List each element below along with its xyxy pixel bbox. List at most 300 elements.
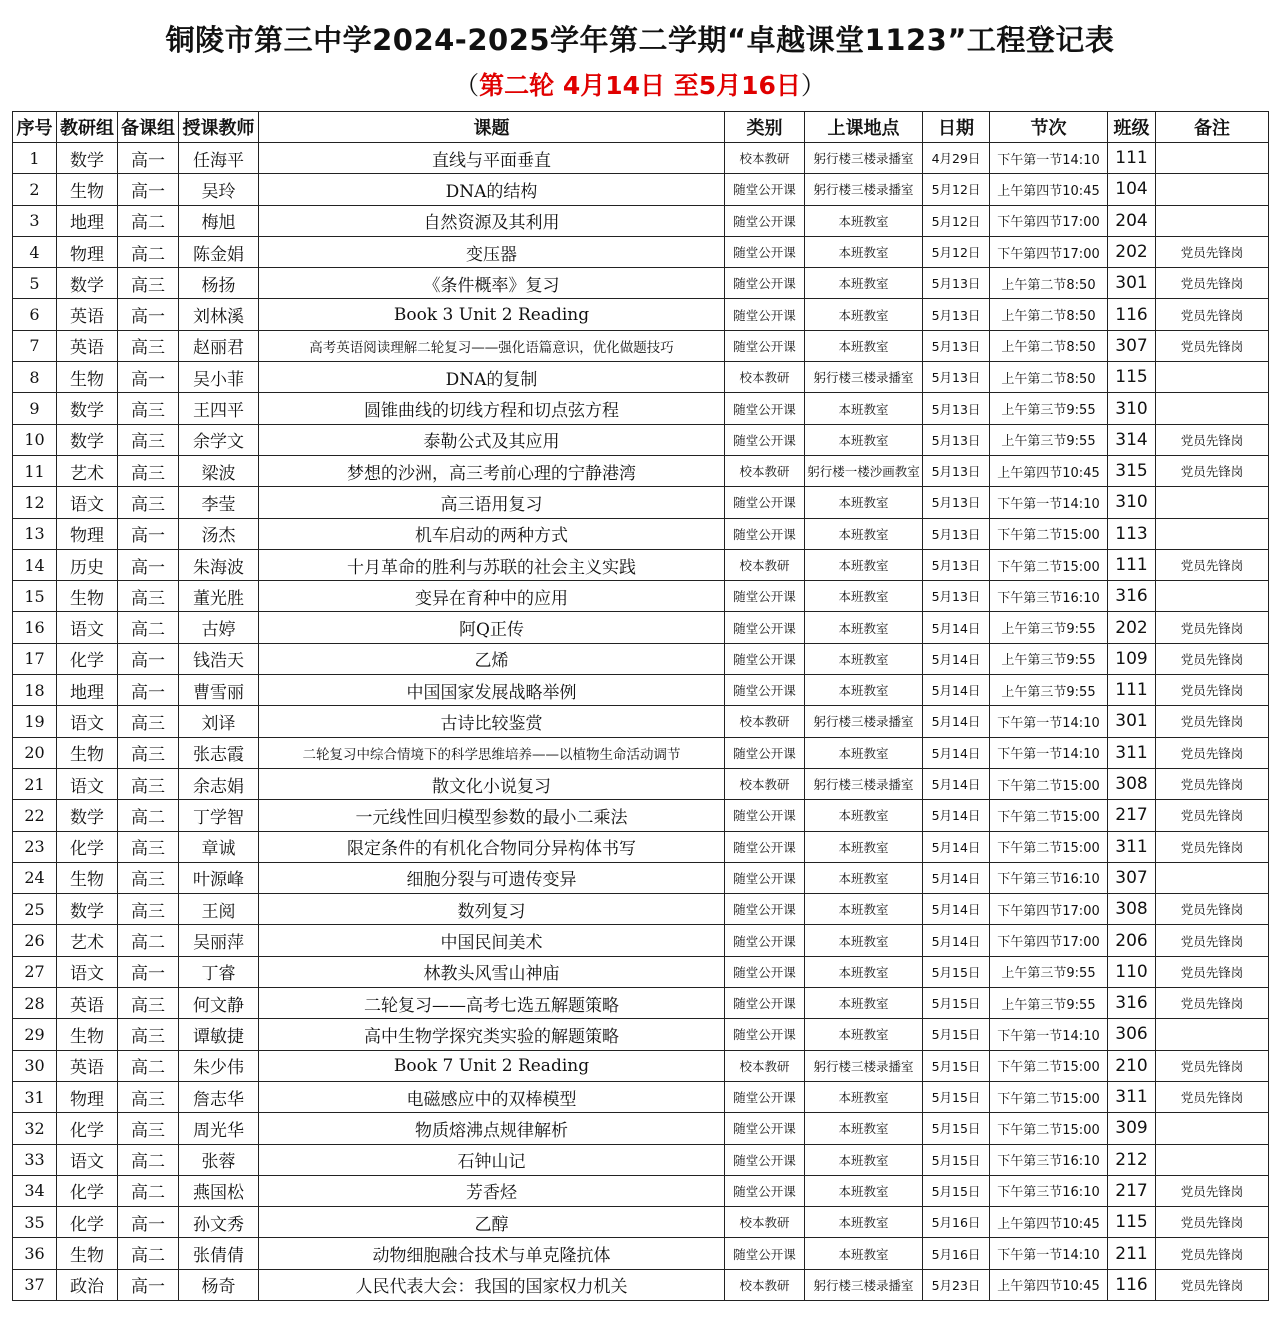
cell-period: 下午第一节14:10 <box>990 737 1108 768</box>
cell-topic: 自然资源及其利用 <box>259 205 725 236</box>
cell-place: 本班教室 <box>805 236 923 267</box>
cell-class: 116 <box>1108 299 1156 330</box>
cell-topic: 细胞分裂与可遗传变异 <box>259 862 725 893</box>
cell-period: 下午第四节17:00 <box>990 205 1108 236</box>
cell-period: 下午第二节15:00 <box>990 549 1108 580</box>
cell-class: 110 <box>1108 956 1156 987</box>
header-note: 备注 <box>1156 112 1269 143</box>
subtitle-close-paren: ） <box>800 71 826 100</box>
cell-topic: 林教头风雪山神庙 <box>259 956 725 987</box>
cell-teacher: 曹雪丽 <box>179 675 259 706</box>
cell-topic: 高中生物学探究类实验的解题策略 <box>259 1019 725 1050</box>
cell-no: 32 <box>13 1113 57 1144</box>
cell-date: 5月14日 <box>923 800 990 831</box>
cell-teacher: 古婷 <box>179 612 259 643</box>
cell-grade: 高三 <box>118 894 179 925</box>
cell-no: 10 <box>13 424 57 455</box>
cell-teacher: 钱浩天 <box>179 643 259 674</box>
cell-teacher: 杨奇 <box>179 1269 259 1300</box>
cell-topic: 圆锥曲线的切线方程和切点弦方程 <box>259 393 725 424</box>
cell-topic: 乙烯 <box>259 643 725 674</box>
cell-grade: 高二 <box>118 612 179 643</box>
cell-period: 下午第一节14:10 <box>990 487 1108 518</box>
cell-period: 上午第四节10:45 <box>990 455 1108 486</box>
cell-note <box>1156 518 1269 549</box>
cell-grade: 高一 <box>118 1207 179 1238</box>
cell-period: 下午第四节17:00 <box>990 236 1108 267</box>
cell-date: 5月13日 <box>923 299 990 330</box>
cell-type: 随堂公开课 <box>725 393 805 424</box>
cell-note: 党员先锋岗 <box>1156 1238 1269 1269</box>
cell-type: 随堂公开课 <box>725 518 805 549</box>
cell-group: 英语 <box>57 988 118 1019</box>
cell-period: 上午第三节9:55 <box>990 612 1108 643</box>
cell-grade: 高一 <box>118 1269 179 1300</box>
cell-teacher: 丁学智 <box>179 800 259 831</box>
cell-teacher: 梅旭 <box>179 205 259 236</box>
cell-date: 5月14日 <box>923 925 990 956</box>
cell-no: 11 <box>13 455 57 486</box>
cell-class: 316 <box>1108 581 1156 612</box>
cell-date: 5月14日 <box>923 831 990 862</box>
table-row <box>13 174 1269 205</box>
cell-class: 113 <box>1108 518 1156 549</box>
header-place: 上课地点 <box>805 112 923 143</box>
header-date: 日期 <box>923 112 990 143</box>
cell-place: 本班教室 <box>805 612 923 643</box>
cell-date: 5月13日 <box>923 455 990 486</box>
cell-no: 3 <box>13 205 57 236</box>
cell-class: 217 <box>1108 800 1156 831</box>
cell-period: 下午第三节16:10 <box>990 1144 1108 1175</box>
cell-teacher: 丁睿 <box>179 956 259 987</box>
cell-period: 上午第四节10:45 <box>990 174 1108 205</box>
cell-teacher: 燕国松 <box>179 1175 259 1206</box>
table-row <box>13 800 1269 831</box>
cell-period: 上午第三节9:55 <box>990 643 1108 674</box>
cell-place: 本班教室 <box>805 1175 923 1206</box>
cell-date: 5月13日 <box>923 362 990 393</box>
cell-group: 化学 <box>57 831 118 862</box>
cell-no: 28 <box>13 988 57 1019</box>
cell-type: 随堂公开课 <box>725 1144 805 1175</box>
cell-grade: 高一 <box>118 956 179 987</box>
cell-class: 308 <box>1108 894 1156 925</box>
cell-group: 语文 <box>57 612 118 643</box>
cell-class: 307 <box>1108 862 1156 893</box>
cell-type: 随堂公开课 <box>725 424 805 455</box>
cell-place: 躬行楼三楼录播室 <box>805 768 923 799</box>
cell-place: 躬行楼一楼沙画教室 <box>805 455 923 486</box>
cell-place: 本班教室 <box>805 1019 923 1050</box>
cell-place: 本班教室 <box>805 894 923 925</box>
table-row <box>13 894 1269 925</box>
cell-type: 随堂公开课 <box>725 581 805 612</box>
cell-type: 随堂公开课 <box>725 487 805 518</box>
cell-topic: DNA的结构 <box>259 174 725 205</box>
cell-no: 30 <box>13 1050 57 1081</box>
header-group: 教研组 <box>57 112 118 143</box>
cell-type: 校本教研 <box>725 1050 805 1081</box>
cell-place: 本班教室 <box>805 988 923 1019</box>
cell-type: 随堂公开课 <box>725 675 805 706</box>
cell-period: 下午第四节17:00 <box>990 894 1108 925</box>
cell-group: 艺术 <box>57 925 118 956</box>
cell-grade: 高三 <box>118 424 179 455</box>
table-row <box>13 612 1269 643</box>
cell-period: 上午第四节10:45 <box>990 1269 1108 1300</box>
cell-no: 37 <box>13 1269 57 1300</box>
cell-topic: 芳香烃 <box>259 1175 725 1206</box>
cell-grade: 高二 <box>118 1050 179 1081</box>
cell-type: 校本教研 <box>725 455 805 486</box>
table-row <box>13 424 1269 455</box>
cell-class: 311 <box>1108 737 1156 768</box>
cell-period: 上午第三节9:55 <box>990 675 1108 706</box>
cell-period: 上午第二节8:50 <box>990 330 1108 361</box>
cell-class: 310 <box>1108 487 1156 518</box>
cell-group: 数学 <box>57 393 118 424</box>
cell-date: 5月12日 <box>923 236 990 267</box>
cell-date: 5月12日 <box>923 205 990 236</box>
cell-teacher: 王阅 <box>179 894 259 925</box>
cell-group: 生物 <box>57 862 118 893</box>
cell-note <box>1156 1144 1269 1175</box>
table-row <box>13 455 1269 486</box>
cell-date: 5月15日 <box>923 1081 990 1112</box>
header-class: 班级 <box>1108 112 1156 143</box>
cell-type: 随堂公开课 <box>725 268 805 299</box>
table-row <box>13 1113 1269 1144</box>
cell-grade: 高三 <box>118 268 179 299</box>
table-row <box>13 143 1269 174</box>
cell-teacher: 刘译 <box>179 706 259 737</box>
cell-class: 206 <box>1108 925 1156 956</box>
table-row <box>13 988 1269 1019</box>
table-row <box>13 1207 1269 1238</box>
cell-topic: 中国国家发展战略举例 <box>259 675 725 706</box>
cell-group: 数学 <box>57 894 118 925</box>
cell-no: 12 <box>13 487 57 518</box>
cell-type: 随堂公开课 <box>725 1113 805 1144</box>
cell-period: 下午第三节16:10 <box>990 862 1108 893</box>
cell-period: 上午第三节9:55 <box>990 393 1108 424</box>
table-row <box>13 518 1269 549</box>
cell-note <box>1156 862 1269 893</box>
cell-note <box>1156 1019 1269 1050</box>
cell-period: 下午第二节15:00 <box>990 1081 1108 1112</box>
cell-grade: 高二 <box>118 800 179 831</box>
cell-place: 本班教室 <box>805 925 923 956</box>
cell-grade: 高一 <box>118 518 179 549</box>
table-row <box>13 581 1269 612</box>
cell-grade: 高二 <box>118 236 179 267</box>
cell-place: 本班教室 <box>805 518 923 549</box>
cell-group: 化学 <box>57 643 118 674</box>
cell-note: 党员先锋岗 <box>1156 549 1269 580</box>
cell-topic: 二轮复习——高考七选五解题策略 <box>259 988 725 1019</box>
cell-note <box>1156 205 1269 236</box>
cell-topic: 高考英语阅读理解二轮复习——强化语篇意识，优化做题技巧 <box>259 330 725 361</box>
table-row <box>13 393 1269 424</box>
cell-teacher: 余学文 <box>179 424 259 455</box>
cell-teacher: 任海平 <box>179 143 259 174</box>
cell-teacher: 吴小菲 <box>179 362 259 393</box>
cell-class: 310 <box>1108 393 1156 424</box>
cell-note: 党员先锋岗 <box>1156 768 1269 799</box>
cell-place: 本班教室 <box>805 393 923 424</box>
cell-grade: 高一 <box>118 362 179 393</box>
cell-type: 随堂公开课 <box>725 925 805 956</box>
table-row <box>13 549 1269 580</box>
cell-topic: 数列复习 <box>259 894 725 925</box>
cell-no: 23 <box>13 831 57 862</box>
cell-type: 随堂公开课 <box>725 1175 805 1206</box>
table-row <box>13 768 1269 799</box>
cell-teacher: 孙文秀 <box>179 1207 259 1238</box>
cell-grade: 高二 <box>118 205 179 236</box>
cell-period: 下午第一节14:10 <box>990 1019 1108 1050</box>
cell-class: 212 <box>1108 1144 1156 1175</box>
cell-place: 本班教室 <box>805 487 923 518</box>
cell-teacher: 刘林溪 <box>179 299 259 330</box>
table-row <box>13 675 1269 706</box>
cell-type: 随堂公开课 <box>725 1081 805 1112</box>
cell-class: 211 <box>1108 1238 1156 1269</box>
cell-grade: 高三 <box>118 706 179 737</box>
cell-group: 物理 <box>57 236 118 267</box>
header-teacher: 授课教师 <box>179 112 259 143</box>
cell-grade: 高二 <box>118 1144 179 1175</box>
cell-class: 202 <box>1108 612 1156 643</box>
cell-no: 24 <box>13 862 57 893</box>
cell-period: 下午第二节15:00 <box>990 800 1108 831</box>
cell-place: 本班教室 <box>805 330 923 361</box>
cell-class: 210 <box>1108 1050 1156 1081</box>
cell-no: 14 <box>13 549 57 580</box>
cell-group: 物理 <box>57 1081 118 1112</box>
cell-teacher: 赵丽君 <box>179 330 259 361</box>
cell-no: 21 <box>13 768 57 799</box>
cell-date: 5月16日 <box>923 1207 990 1238</box>
cell-class: 202 <box>1108 236 1156 267</box>
cell-date: 5月14日 <box>923 768 990 799</box>
cell-topic: 中国民间美术 <box>259 925 725 956</box>
cell-topic: 石钟山记 <box>259 1144 725 1175</box>
cell-note: 党员先锋岗 <box>1156 706 1269 737</box>
cell-place: 本班教室 <box>805 1081 923 1112</box>
cell-class: 316 <box>1108 988 1156 1019</box>
cell-date: 5月14日 <box>923 675 990 706</box>
cell-grade: 高三 <box>118 737 179 768</box>
cell-no: 17 <box>13 643 57 674</box>
date-range-subtitle <box>12 66 1268 110</box>
cell-date: 5月15日 <box>923 1019 990 1050</box>
cell-teacher: 何文静 <box>179 988 259 1019</box>
cell-group: 数学 <box>57 268 118 299</box>
cell-date: 5月15日 <box>923 1144 990 1175</box>
cell-teacher: 吴玲 <box>179 174 259 205</box>
cell-date: 5月14日 <box>923 737 990 768</box>
cell-period: 下午第二节15:00 <box>990 1050 1108 1081</box>
cell-no: 25 <box>13 894 57 925</box>
subtitle-date-range: 第二轮 4月14日 至5月16日 <box>479 71 801 100</box>
cell-class: 311 <box>1108 1081 1156 1112</box>
cell-place: 本班教室 <box>805 862 923 893</box>
cell-place: 本班教室 <box>805 1207 923 1238</box>
cell-type: 随堂公开课 <box>725 988 805 1019</box>
cell-topic: 散文化小说复习 <box>259 768 725 799</box>
cell-no: 18 <box>13 675 57 706</box>
cell-no: 34 <box>13 1175 57 1206</box>
cell-no: 16 <box>13 612 57 643</box>
cell-class: 308 <box>1108 768 1156 799</box>
table-row <box>13 925 1269 956</box>
cell-type: 随堂公开课 <box>725 831 805 862</box>
cell-note: 党员先锋岗 <box>1156 988 1269 1019</box>
cell-group: 艺术 <box>57 455 118 486</box>
cell-topic: 电磁感应中的双棒模型 <box>259 1081 725 1112</box>
cell-note: 党员先锋岗 <box>1156 424 1269 455</box>
cell-grade: 高三 <box>118 1019 179 1050</box>
cell-grade: 高一 <box>118 675 179 706</box>
cell-no: 22 <box>13 800 57 831</box>
cell-period: 下午第四节17:00 <box>990 925 1108 956</box>
cell-no: 19 <box>13 706 57 737</box>
cell-date: 5月15日 <box>923 1050 990 1081</box>
cell-note: 党员先锋岗 <box>1156 1175 1269 1206</box>
cell-grade: 高三 <box>118 581 179 612</box>
cell-group: 生物 <box>57 362 118 393</box>
header-type: 类别 <box>725 112 805 143</box>
table-row <box>13 1081 1269 1112</box>
table-row <box>13 737 1269 768</box>
cell-no: 6 <box>13 299 57 330</box>
cell-group: 化学 <box>57 1113 118 1144</box>
cell-date: 5月16日 <box>923 1238 990 1269</box>
cell-grade: 高三 <box>118 1113 179 1144</box>
cell-grade: 高一 <box>118 174 179 205</box>
cell-period: 上午第四节10:45 <box>990 1207 1108 1238</box>
cell-no: 20 <box>13 737 57 768</box>
cell-teacher: 余志娟 <box>179 768 259 799</box>
cell-no: 5 <box>13 268 57 299</box>
cell-type: 随堂公开课 <box>725 174 805 205</box>
cell-type: 随堂公开课 <box>725 1238 805 1269</box>
cell-grade: 高一 <box>118 549 179 580</box>
cell-grade: 高三 <box>118 768 179 799</box>
cell-class: 111 <box>1108 675 1156 706</box>
cell-date: 5月14日 <box>923 894 990 925</box>
cell-topic: 古诗比较鉴赏 <box>259 706 725 737</box>
cell-group: 数学 <box>57 143 118 174</box>
cell-note: 党员先锋岗 <box>1156 330 1269 361</box>
cell-date: 5月14日 <box>923 612 990 643</box>
cell-note: 党员先锋岗 <box>1156 643 1269 674</box>
cell-place: 躬行楼三楼录播室 <box>805 174 923 205</box>
cell-class: 307 <box>1108 330 1156 361</box>
cell-note <box>1156 393 1269 424</box>
cell-class: 115 <box>1108 362 1156 393</box>
cell-no: 27 <box>13 956 57 987</box>
cell-note: 党员先锋岗 <box>1156 925 1269 956</box>
cell-teacher: 杨扬 <box>179 268 259 299</box>
cell-type: 校本教研 <box>725 362 805 393</box>
cell-type: 随堂公开课 <box>725 1019 805 1050</box>
cell-grade: 高一 <box>118 143 179 174</box>
cell-note: 党员先锋岗 <box>1156 894 1269 925</box>
cell-no: 35 <box>13 1207 57 1238</box>
cell-place: 本班教室 <box>805 800 923 831</box>
cell-group: 语文 <box>57 1144 118 1175</box>
cell-period: 上午第三节9:55 <box>990 956 1108 987</box>
cell-date: 5月13日 <box>923 549 990 580</box>
cell-place: 本班教室 <box>805 424 923 455</box>
cell-no: 29 <box>13 1019 57 1050</box>
cell-place: 本班教室 <box>805 675 923 706</box>
cell-period: 下午第一节14:10 <box>990 143 1108 174</box>
table-row <box>13 831 1269 862</box>
cell-type: 校本教研 <box>725 768 805 799</box>
cell-type: 随堂公开课 <box>725 299 805 330</box>
cell-note <box>1156 487 1269 518</box>
cell-class: 314 <box>1108 424 1156 455</box>
cell-group: 数学 <box>57 424 118 455</box>
cell-class: 116 <box>1108 1269 1156 1300</box>
cell-teacher: 陈金娟 <box>179 236 259 267</box>
cell-topic: 泰勒公式及其应用 <box>259 424 725 455</box>
cell-teacher: 王四平 <box>179 393 259 424</box>
cell-place: 躬行楼三楼录播室 <box>805 362 923 393</box>
page-title: 铜陵市第三中学2024-2025学年第二学期“卓越课堂1123”工程登记表 <box>165 23 1115 57</box>
cell-date: 4月29日 <box>923 143 990 174</box>
cell-grade: 高三 <box>118 330 179 361</box>
cell-note: 党员先锋岗 <box>1156 455 1269 486</box>
cell-topic: 机车启动的两种方式 <box>259 518 725 549</box>
cell-note <box>1156 362 1269 393</box>
cell-teacher: 詹志华 <box>179 1081 259 1112</box>
cell-group: 语文 <box>57 956 118 987</box>
cell-place: 本班教室 <box>805 299 923 330</box>
cell-class: 311 <box>1108 831 1156 862</box>
cell-teacher: 朱海波 <box>179 549 259 580</box>
cell-grade: 高三 <box>118 862 179 893</box>
table-row <box>13 268 1269 299</box>
cell-type: 校本教研 <box>725 1269 805 1300</box>
cell-place: 本班教室 <box>805 205 923 236</box>
cell-date: 5月14日 <box>923 862 990 893</box>
cell-no: 33 <box>13 1144 57 1175</box>
cell-period: 上午第三节9:55 <box>990 988 1108 1019</box>
cell-period: 上午第三节9:55 <box>990 424 1108 455</box>
cell-type: 随堂公开课 <box>725 800 805 831</box>
table-body <box>13 143 1269 1301</box>
cell-group: 语文 <box>57 768 118 799</box>
cell-period: 下午第三节16:10 <box>990 1175 1108 1206</box>
cell-class: 204 <box>1108 205 1156 236</box>
cell-period: 下午第一节14:10 <box>990 1238 1108 1269</box>
cell-place: 本班教室 <box>805 737 923 768</box>
cell-class: 309 <box>1108 1113 1156 1144</box>
cell-group: 化学 <box>57 1175 118 1206</box>
cell-group: 物理 <box>57 518 118 549</box>
cell-topic: 二轮复习中综合情境下的科学思维培养——以植物生命活动调节 <box>259 737 725 768</box>
cell-note <box>1156 581 1269 612</box>
cell-topic: 十月革命的胜利与苏联的社会主义实践 <box>259 549 725 580</box>
cell-date: 5月13日 <box>923 487 990 518</box>
cell-date: 5月13日 <box>923 268 990 299</box>
cell-teacher: 李莹 <box>179 487 259 518</box>
